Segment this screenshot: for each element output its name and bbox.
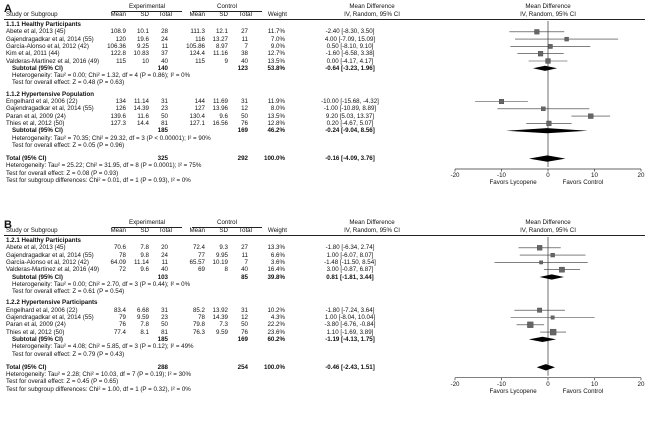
study-ci: -1.80 [-7.24, 3.64] [325,306,375,314]
mean-header: Mean [110,227,126,234]
favors-control-label: Favors Control [562,179,604,186]
subtotal-exp-n: 185 [157,127,168,135]
exp-total: 81 [161,328,168,336]
pooled-estimate-diamond [506,128,588,133]
ctl-mean: 130.4 [189,112,205,120]
exp-mean: 76 [119,321,126,329]
heterogeneity-text: Heterogeneity: Tau² = 0.00; Chi² = 2.70, df = 3 (P = 0.44); I² = 0% [12,280,191,288]
subtotal-weight: 39.8% [267,273,285,281]
sd-header: SD [140,227,149,234]
favors-lycopene-label: Favors Lycopene [489,179,537,186]
study-name: Engelhard et al, 2006 (22) [6,98,78,105]
study-name: Kim et al, 2011 (44) [6,50,60,58]
exp-sd: 7.8 [140,244,149,252]
forest-panel-a [0,0,649,214]
study-point-estimate [538,51,543,56]
total-exp-n: 288 [157,363,168,371]
study-weight: 4.3% [270,314,285,321]
ctl-sd: 13.96 [212,105,228,113]
study-point-estimate [539,261,542,264]
study-point-estimate [547,121,552,126]
study-ci: -1.80 [-6.34, 2.74] [325,244,375,252]
exp-total: 50 [161,112,168,120]
study-point-estimate [537,308,541,312]
ctl-total: 38 [241,50,248,58]
group-control-header: Control [217,3,237,10]
study-ci: 9.20 [5.03, 13.37] [325,112,375,120]
study-point-estimate [565,37,569,41]
exp-total: 11 [161,258,168,266]
exp-sd: 10 [142,57,149,65]
total-heterogeneity-text: Heterogeneity: Tau² = 2.28; Chi² = 10.03, df = 7 (P = 0.19); I² = 30% [6,371,191,379]
subtotal-weight: 46.2% [267,127,285,135]
study-column-header: Study or Subgroup [6,11,58,18]
exp-sd: 11.6 [137,112,149,120]
x-axis-tick-label: 20 [637,172,645,179]
study-ci: -1.48 [-11.50, 8.54] [324,258,376,266]
ctl-sd: 12.1 [215,28,228,36]
ctl-mean: 127.1 [189,119,205,127]
exp-mean: 64.09 [110,258,126,266]
plot-title-header: Mean Difference [525,3,571,10]
x-axis-tick-label: 0 [546,172,550,179]
study-ci: 1.10 [-1.69, 3.89] [326,328,374,336]
exp-sd: 6.68 [136,306,149,314]
study-ci: -3.80 [-6.76, -0.84] [324,321,376,329]
exp-mean: 70.6 [113,244,126,252]
overall-effect-text: Test for overall effect: Z = 0.48 (P = 0.63) [12,79,125,87]
ctl-sd: 16.56 [212,119,228,127]
exp-sd: 9.59 [136,314,149,321]
study-weight: 8.0% [270,105,285,113]
ctl-mean: 144 [194,98,205,105]
group-experimental-header: Experimental [128,3,166,10]
exp-total: 37 [161,50,168,58]
plot-title-header: Mean Difference [525,219,571,226]
mean-header: Mean [189,11,205,18]
md-title-header: Mean Difference [349,219,395,226]
exp-total: 50 [161,321,168,329]
md-subheader: IV, Random, 95% CI [344,227,400,234]
ctl-total: 50 [241,112,248,120]
study-ci: 3.00 [-0.87, 6.87] [326,266,374,274]
group-control-header: Control [217,219,237,226]
ctl-total: 76 [241,328,248,336]
sd-header: SD [219,11,228,18]
subtotal-label: Subtotal (95% CI) [12,335,63,343]
exp-mean: 78 [119,251,126,259]
study-point-estimate [548,44,552,48]
subtotal-weight: 60.2% [267,335,285,343]
ctl-total: 31 [241,306,248,314]
heterogeneity-text: Heterogeneity: Tau² = 0.00; Chi² = 1.32, df = 4 (P = 0.86); I² = 0% [12,72,191,80]
study-name: Paran et al, 2009 (24) [6,321,66,329]
subtotal-ci: -0.24 [-9.04, 8.56] [325,127,375,135]
study-point-estimate [535,29,540,34]
exp-mean: 83.4 [113,306,126,314]
ctl-mean: 127 [194,105,205,113]
favors-lycopene-label: Favors Lycopene [489,387,537,395]
exp-total: 81 [161,119,168,127]
study-ci: 1.00 [-6.07, 8.07] [326,251,374,259]
ctl-total: 7 [244,258,248,266]
study-weight: 13.5% [267,57,285,65]
ctl-mean: 78 [198,314,205,321]
subtotal-ctl-n: 123 [237,64,248,72]
exp-mean: 72 [119,266,126,274]
ctl-mean: 69 [198,266,205,274]
study-ci: -2.40 [-8.30, 3.50] [325,28,375,36]
study-weight: 9.0% [270,42,285,50]
ctl-sd: 8.97 [215,42,228,50]
pooled-estimate-diamond [529,155,566,161]
exp-mean: 77.4 [113,328,126,336]
exp-total: 31 [161,306,168,314]
ctl-sd: 11.16 [212,50,228,58]
ctl-total: 27 [241,244,248,252]
ctl-sd: 9.6 [219,112,228,120]
study-weight: 3.6% [270,258,285,266]
pooled-estimate-diamond [529,337,556,342]
md-title-header: Mean Difference [349,3,395,10]
study-weight: 11.9% [267,98,285,105]
total-overall-effect-text: Test for overall effect: Z = 0.08 (P = 0.93) [6,169,119,177]
total-ci: -0.16 [-4.09, 3.76] [325,155,375,163]
ctl-sd: 13.27 [212,35,228,43]
subtotal-exp-n: 103 [157,273,168,281]
ctl-mean: 124.4 [189,50,205,58]
ctl-sd: 10.19 [212,258,228,266]
subtotal-ci: 0.81 [-1.81, 3.44] [326,273,374,281]
subtotal-label: Subtotal (95% CI) [12,64,63,72]
study-weight: 13.5% [267,112,285,120]
study-point-estimate [551,316,554,319]
exp-sd: 14.39 [133,105,149,113]
weight-header: Weight [267,227,287,234]
md-subheader: IV, Random, 95% CI [344,11,400,18]
subtotal-exp-n: 140 [157,64,168,72]
study-name: Thies et al, 2012 (50) [6,119,65,127]
overall-effect-text: Test for overall effect: Z = 0.61 (P = 0.54) [12,288,125,296]
mean-header: Mean [110,11,126,18]
study-weight: 12.7% [267,50,285,58]
ctl-sd: 13.92 [212,306,228,314]
exp-sd: 7.8 [140,321,149,329]
sd-header: SD [140,11,149,18]
ctl-sd: 9.95 [215,251,228,259]
study-weight: 23.6% [267,328,285,336]
exp-mean: 115 [116,57,126,65]
total-ci: -0.46 [-2.43, 1.51] [325,363,375,371]
ctl-sd: 7.3 [219,321,228,329]
exp-total: 24 [161,251,168,259]
total-ctl-n: 254 [237,363,248,371]
total-weight: 100.0% [264,155,285,163]
study-name: Engelhard et al, 2006 (22) [6,306,78,314]
total-header: Total [238,227,252,234]
exp-total: 11 [161,42,168,50]
ctl-sd: 8 [224,266,228,274]
exp-total: 28 [161,28,168,36]
x-axis-tick-label: 10 [591,172,598,179]
ctl-sd: 9.3 [219,244,228,252]
exp-sd: 8.1 [140,328,149,336]
subtotal-ctl-n: 169 [237,335,248,343]
exp-sd: 10.1 [136,28,149,36]
ctl-total: 11 [241,35,248,43]
exp-mean: 126 [115,105,126,113]
exp-mean: 127.3 [110,119,126,127]
subgroup-title: 1.1.2 Hypertensive Population [6,90,95,98]
study-ci: 4.00 [-7.09, 15.09] [324,35,376,43]
ctl-total: 50 [241,321,248,329]
study-name: Paran et al, 2009 (24) [6,112,66,120]
study-weight: 22.2% [267,321,285,329]
study-name: Abete et al, 2013 (45) [6,28,66,36]
study-point-estimate [527,322,533,328]
ctl-total: 27 [241,28,248,36]
exp-mean: 108.9 [110,28,126,36]
x-axis-tick-label: 0 [546,380,550,388]
exp-total: 20 [161,244,168,252]
subtotal-ctl-n: 169 [237,127,248,135]
ctl-total: 40 [241,266,248,274]
x-axis-tick-label: -20 [450,380,460,388]
exp-total: 23 [161,314,168,321]
exp-mean: 79 [119,314,126,321]
exp-mean: 106.36 [107,42,126,50]
ctl-total: 12 [241,105,248,113]
study-name: Gajendragadkar et al, 2014 (55) [6,251,94,259]
subtotal-exp-n: 185 [157,335,168,343]
subgroup-differences-text: Test for subgroup differences: Chi² = 0.01, df = 1 (P = 0.93), I² = 0% [6,177,191,184]
study-point-estimate [551,253,555,257]
study-name: Abete et al, 2013 (45) [6,244,66,252]
study-weight: 7.0% [270,35,285,43]
exp-mean: 120 [115,35,126,43]
weight-header: Weight [267,11,287,18]
ctl-total: 7 [244,42,248,50]
exp-sd: 9.8 [140,251,149,259]
panel-label: B [4,219,12,231]
ctl-total: 11 [241,251,248,259]
x-axis-tick-label: 10 [591,380,598,388]
exp-sd: 11.14 [133,98,149,105]
study-name: Gajendragadkar et al, 2014 (55) [6,35,94,43]
x-axis-tick-label: 20 [637,380,645,388]
x-axis-tick-label: -10 [497,172,506,179]
ctl-mean: 105.86 [186,42,205,50]
subgroup-title: 1.2.1 Healthy Participants [6,237,81,244]
study-name: Gajendragadkar et al, 2014 (55) [6,314,94,321]
exp-sd: 19.6 [136,35,149,43]
sd-header: SD [219,227,228,234]
total-heterogeneity-text: Heterogeneity: Tau² = 25.22; Chi² = 31.95, df = 8 (P = 0.0001); I² = 75% [6,162,202,170]
study-name: Valderas-Martinez et al, 2016 (49) [6,266,100,274]
study-point-estimate [537,245,542,250]
exp-sd: 10.83 [133,50,149,58]
total-header: Total [158,227,172,234]
exp-mean: 139.6 [110,112,126,120]
heterogeneity-text: Heterogeneity: Tau² = 70.35; Chi² = 29.32, df = 3 (P < 0.00001); I² = 90% [12,134,211,142]
x-axis-tick-label: -20 [450,172,460,179]
ctl-sd: 9.59 [215,328,228,336]
subgroup-title: 1.2.2 Hypertensive Participants [6,299,98,307]
exp-total: 24 [161,35,168,43]
total-label: Total (95% CI) [6,363,47,371]
ctl-total: 76 [241,119,248,127]
study-point-estimate [546,59,551,64]
ctl-mean: 72.4 [192,244,205,252]
study-name: Gajendragadkar et al, 2014 (55) [6,105,94,113]
total-header: Total [238,11,252,18]
total-overall-effect-text: Test for overall effect: Z = 0.45 (P = 0.65) [6,378,119,386]
ctl-mean: 111.3 [190,28,205,36]
study-point-estimate [541,107,545,111]
overall-effect-text: Test for overall effect: Z = 0.05 (P = 0.96) [12,141,125,149]
study-name: García-Alonso et al, 2012 (42) [6,258,89,266]
study-ci: -10.00 [-15.68, -4.32] [321,98,379,105]
heterogeneity-text: Heterogeneity: Tau² = 4.08; Chi² = 5.85, df = 3 (P = 0.12); I² = 49% [12,343,194,351]
study-weight: 12.8% [267,119,285,127]
study-weight: 16.4% [267,266,285,274]
total-label: Total (95% CI) [6,155,47,163]
study-weight: 10.2% [267,306,285,314]
exp-mean: 134 [115,98,126,105]
study-point-estimate [559,267,564,272]
ctl-total: 40 [241,57,248,65]
total-weight: 100.0% [264,363,285,371]
group-experimental-header: Experimental [128,219,166,226]
subtotal-ci: -0.64 [-3.23, 1.96] [325,64,375,72]
study-name: Valderas-Martinez et al, 2016 (49) [6,57,100,65]
subtotal-ctl-n: 85 [241,273,248,281]
study-ci: 0.00 [-4.17, 4.17] [326,57,374,65]
subtotal-label: Subtotal (95% CI) [12,127,63,135]
study-ci: 0.20 [-4.67, 5.07] [326,119,374,127]
pooled-estimate-diamond [533,66,557,71]
ctl-sd: 14.39 [212,314,228,321]
exp-total: 31 [161,98,168,105]
study-ci: 1.00 [-8.04, 10.04] [324,314,376,321]
subtotal-ci: -1.19 [-4.13, 1.75] [325,335,375,343]
ctl-mean: 115 [195,57,205,65]
plot-subheader: IV, Random, 95% CI [520,11,576,18]
ctl-mean: 65.57 [189,258,205,266]
ctl-total: 31 [241,98,248,105]
exp-mean: 122.8 [110,50,126,58]
total-ctl-n: 292 [237,155,248,163]
ctl-sd: 11.69 [212,98,228,105]
pooled-estimate-diamond [540,274,564,279]
exp-sd: 14.4 [136,119,149,127]
exp-sd: 9.6 [140,266,149,274]
mean-header: Mean [189,227,205,234]
favors-control-label: Favors Control [562,387,604,395]
ctl-mean: 77 [198,251,205,259]
ctl-sd: 9 [224,57,228,65]
study-weight: 13.3% [267,244,285,252]
pooled-estimate-diamond [537,364,555,370]
x-axis-tick-label: -10 [497,380,506,388]
exp-total: 23 [161,105,168,113]
exp-total: 40 [161,57,168,65]
ctl-mean: 79.8 [192,321,205,329]
subgroup-title: 1.1.1 Healthy Participants [6,21,81,28]
study-ci: 0.50 [-8.10, 9.10] [326,42,374,50]
study-name: Thies et al, 2012 (50) [6,328,65,336]
study-point-estimate [550,329,556,335]
subgroup-differences-text: Test for subgroup differences: Chi² = 1.00, df = 1 (P = 0.32), I² = 0% [6,385,191,393]
study-ci: -1.60 [-6.58, 3.38] [325,50,375,58]
plot-subheader: IV, Random, 95% CI [520,227,576,234]
overall-effect-text: Test for overall effect: Z = 0.79 (P = 0.43) [12,350,125,358]
study-weight: 6.6% [270,251,285,259]
total-exp-n: 325 [157,155,168,163]
study-point-estimate [499,99,504,104]
study-name: García-Alonso et al, 2012 (42) [6,42,89,50]
total-header: Total [158,11,172,18]
study-ci: -1.00 [-10.89, 8.89] [323,105,377,113]
ctl-mean: 85.2 [192,306,205,314]
study-weight: 11.7% [267,28,285,36]
panel-label: A [4,3,12,15]
subtotal-label: Subtotal (95% CI) [12,273,63,281]
subtotal-weight: 53.8% [267,64,285,72]
forest-panel-b [0,216,649,432]
study-column-header: Study or Subgroup [6,227,58,234]
exp-total: 40 [161,266,168,274]
exp-sd: 9.25 [136,42,149,50]
study-point-estimate [588,114,593,119]
ctl-mean: 76.3 [192,328,205,336]
ctl-total: 12 [241,314,248,321]
ctl-mean: 116 [195,35,205,43]
exp-sd: 11.14 [133,258,149,266]
